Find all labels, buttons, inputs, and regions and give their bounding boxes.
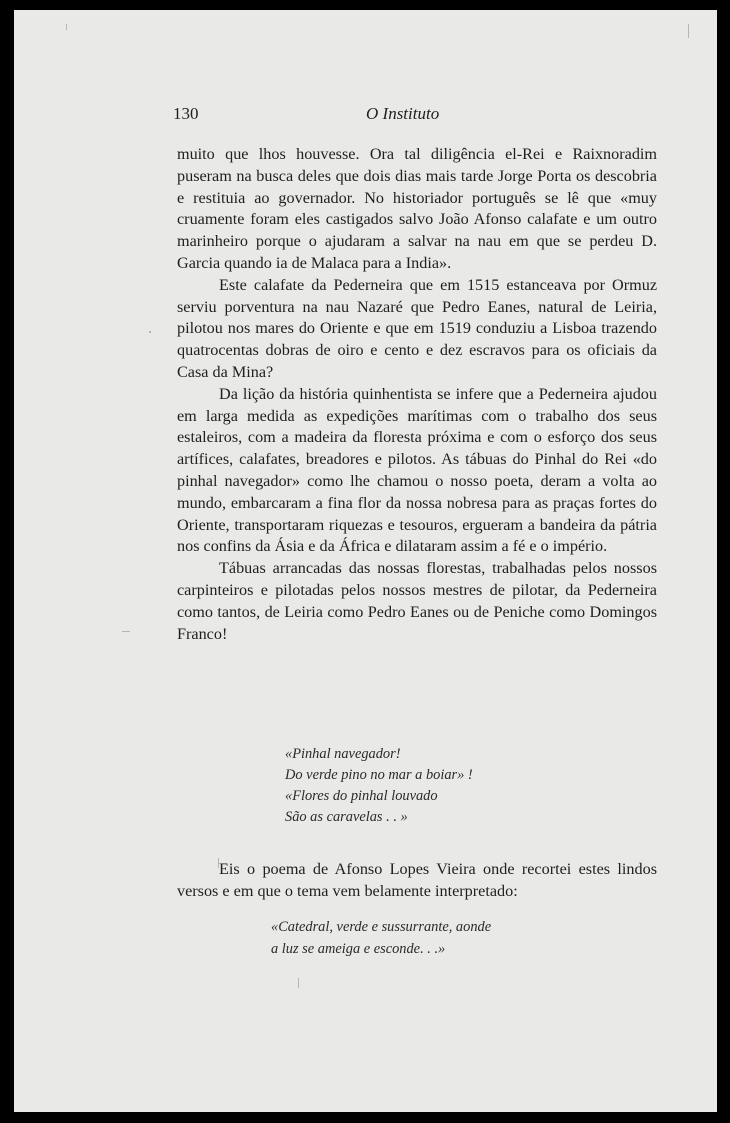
verse-line: «Pinhal navegador!	[285, 746, 401, 762]
paragraph-tabuas: Tábuas arrancadas das nossas florestas, trabalhadas pelos nossos carpinteiros e pilotadas pelos nossos mestres de pilotar, da Pederneira como tantos, de Leiria como Pedro Eanes ou de Peniche como Domingos Franco!	[177, 559, 657, 643]
verse-line: a luz se ameiga e esconde. . .»	[271, 941, 446, 957]
scan-mark	[218, 858, 219, 868]
paragraph-continuation: muito que lhos houvesse. Ora tal diligência el-Rei e Raixnoradim puseram na busca deles que dois dias mais tarde Jorge Porta os descobria e restituia ao governador. No historiador português se lê que «muy cruamente foram eles castigados salvo João Afonso calafate e um outro marinheiro porque o ajudaram a salvar na nau em que se perdeu D. Garcia quando ia de Malaca para a India».	[177, 145, 657, 272]
scan-mark	[149, 331, 151, 333]
scan-mark	[298, 978, 299, 988]
verse-line: «Flores do pinhal louvado	[285, 788, 438, 804]
verse-line: «Catedral, verde e sussurrante, aonde	[271, 919, 492, 935]
body-text	[177, 144, 657, 645]
intro-paragraph	[177, 858, 657, 902]
verse-quote-2	[271, 916, 491, 960]
scan-mark	[688, 24, 689, 38]
verse-quote-1	[285, 744, 473, 828]
scan-mark	[122, 631, 130, 632]
verse-line: São as caravelas . . »	[285, 809, 408, 825]
intro-text: Eis o poema de Afonso Lopes Vieira onde recortei estes lindos versos e em que o tema vem belamente interpretado:	[177, 860, 657, 900]
page-number: 130	[173, 104, 199, 123]
scan-mark	[66, 24, 67, 30]
running-title: O Instituto	[366, 104, 440, 123]
book-page	[14, 10, 717, 1112]
paragraph-historia: Da lição da história quinhentista se infere que a Pederneira ajudou em larga medida as expedições marítimas com o trabalho dos seus estaleiros, com a madeira da floresta próxima e com o esforço dos seus artífices, calafates, breadores e pilotos. As tábuas do Pinhal do Rei «do pinhal navegador» como lhe chamou o nosso poeta, deram a volta ao mundo, embarcaram a fina flor da nossa nobresa para as praças fortes do Oriente, transportaram riquezas e tesouros, ergueram a bandeira da pátria nos confins da Ásia e da África e dilataram assim a fé e o império.	[177, 384, 657, 556]
verse-line: Do verde pino no mar a boiar» !	[285, 767, 473, 783]
page-header	[14, 104, 717, 126]
paragraph-calafate: Este calafate da Pederneira que em 1515 estanceava por Ormuz serviu porventura na nau Nazaré que Pedro Eanes, natural de Leiria, pilotou nos mares do Oriente e que em 1519 conduziu a Lisboa trazendo quatrocentas dobras de oiro e cento e dez escravos para os oficiais da Casa da Mina?	[177, 275, 657, 381]
